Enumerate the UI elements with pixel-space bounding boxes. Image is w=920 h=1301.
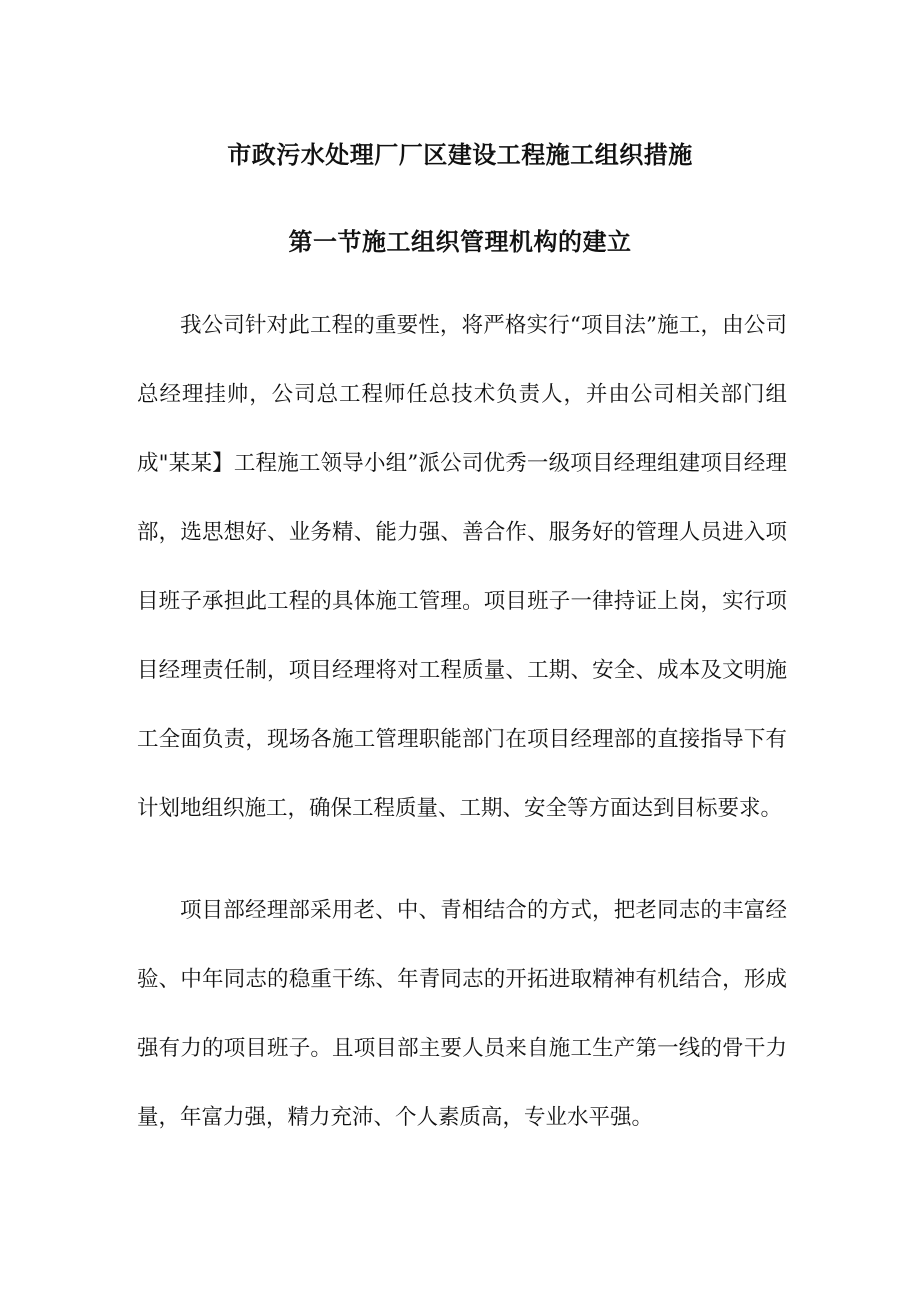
body-paragraph-1: 我公司针对此工程的重要性，将严格实行“项目法”施工，由公司总经理挂帅，公司总工程师任总技术负责人，并由公司相关部门组成"某某】工程施工领导小组”派公司优秀一级项目经理组建项目经理部，选思想好、业务精、能力强、善合作、服务好的管理人员进入项目班子承担此工程的具体施工管理。项目班子一律持证上岗，实行项目经理责任制，项目经理将对工程质量、工期、安全、成本及文明施工全面负责，现场各施工管理职能部门在项目经理部的直接指导下有计划地组织施工，确保工程质量、工期、安全等方面达到目标要求。 <box>137 313 787 821</box>
section-heading: 第一节施工组织管理机构的建立 <box>288 228 632 256</box>
document-title: 市政污水处理厂厂区建设工程施工组织措施 <box>227 141 693 169</box>
body-paragraph-2: 项目部经理部采用老、中、青相结合的方式，把老同志的丰富经验、中年同志的稳重干练、年青同志的开拓进取精神有机结合，形成强有力的项目班子。且项目部主要人员来自施工生产第一线的骨干力量，年富力强，精力充沛、个人素质高，专业水平强。 <box>137 898 787 1130</box>
